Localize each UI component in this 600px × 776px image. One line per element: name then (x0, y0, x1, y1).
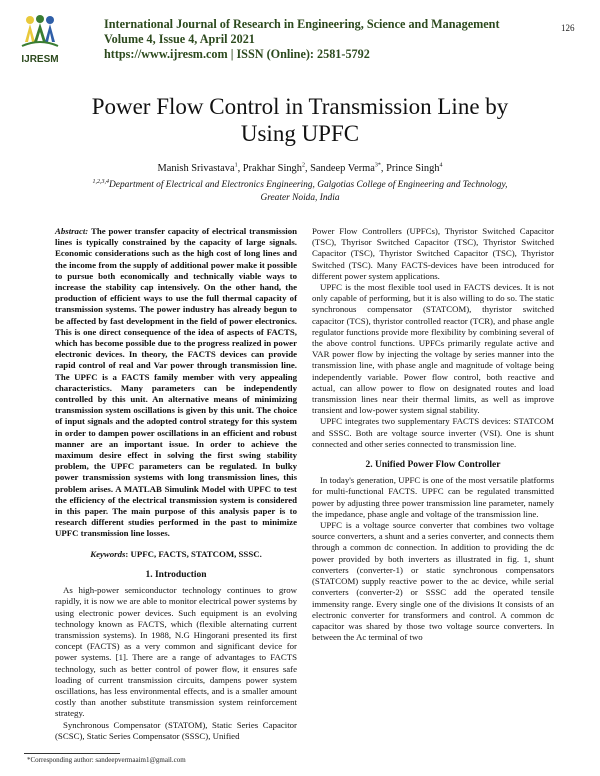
keywords-text: : UPFC, FACTS, STATCOM, SSSC. (125, 548, 262, 559)
section-heading-upfc: 2. Unified Power Flow Controller (365, 460, 501, 471)
keywords-label: Keywords (90, 548, 126, 559)
section-heading-introduction: 1. Introduction (145, 569, 207, 580)
paper-title (40, 93, 560, 147)
abstract (55, 226, 297, 540)
title-line-1: Power Flow Control in Transmission Line by (91, 94, 509, 119)
keywords (55, 549, 297, 560)
abstract-text: The power transfer capacity of electrical transmission lines is typically constrained by the capacity of large signals. Economic considerations such as the high cost of long lines and the income from the supply of additional power make it possible to pursue both economically and technically viable ways to increase the stability cap intensively. On the other hand, the production of efficient ways to use the full thermal capacity of transmission systems. The power industry has already begun to be affected by fast development in the field of power electronics. This is one direct consequence of the idea of aspects of FACTS, which has become possible due to the progress realized in power electronic devices. In theory, the FACTS devices can provide rapid control of real and Var power through transmission line. The UPFC is a FACTS family member with very appealing characteristics. Many parameters can be independently controlled by this unit. An alternative means of minimizing transmission system oscillations is given by this unit. The choice of input signals and the adopted control strategy for this system in order to dampen power oscillations in an efficient and robust manner are an important issue. In order to achieve the maximum desire effect in solving the first swing stability problem, the UPFC parameters can be regulated. In bulky power transmission systems with long transmission lines, this problem arises. A MATLAB Simulink Model with UPFC to test the efficiency of the electrical transmission system is considered in this paper. The main purpose of this analysis paper is to research different studies performed in the past to minimize UPFC transmission line losses. (55, 226, 298, 539)
page-number: 126 (561, 23, 575, 33)
journal-info (104, 17, 554, 62)
ijresm-logo-icon (18, 14, 62, 68)
author-name: Manish Srivastava (157, 163, 235, 174)
right-paragraph-3: UPFC integrates two supplementary FACTS devices: STATCOM and SSSC. Both are voltage source inverter (VSI). One is shunt connected and other series connected to transmission line. (312, 416, 554, 449)
footnote-corresponding-author[interactable]: *Corresponding author: sandeepvermaaim1@gmail.com (27, 756, 186, 764)
upfc-paragraph-1: In today's generation, UPFC is one of the most versatile platforms for multi-functional FACTS. UPFC can be regulated transmitted power by adjusting three power transmission line parameter, namely the impedance, phase angle and voltage of the transmission line. (312, 475, 554, 519)
author-name: Sandeep Verma (310, 163, 375, 174)
affiliation-sup: 1,2,3,4 (92, 178, 110, 185)
volume-issue: Volume 4, Issue 4, April 2021 (104, 32, 255, 46)
right-paragraph-1: Power Flow Controllers (UPFCs), Thyristor Switched Capacitor (TSC), Thyrisor Switched Capacitor (TSC), Thyristor Switched Capacitor (TSC), Thyristor Switched Capacitor (TSC), Thyristor Switched (TSC). Many FACTS-devices have been introduced for different power system applications. (312, 226, 554, 281)
title-line-2: Using UPFC (240, 121, 360, 146)
logo-figures (22, 15, 58, 46)
journal-title: International Journal of Research in Engineering, Science and Management (104, 17, 500, 31)
author-sup: 3* (374, 162, 381, 169)
logo-text: IJRESM (21, 54, 59, 65)
right-column (312, 226, 554, 643)
author-sup: 2 (301, 162, 305, 169)
journal-header (0, 0, 600, 72)
upfc-paragraph-2: UPFC is a voltage source converter that combines two voltage source converters, a shunt and a series converter, and connects them through a common dc connection. In addition to providing the dc power provided by both inverters as illustrated in fig. 1, shunt converters (converter-1) or static synchronous compensators (STATCOM) supply reactive power to the ac device, while serial converters (converter-2) or SSSC add the operated tensile immensity range. Every single one of the divisions It consists of an electronic converter for transformers and control. A common dc capacitor was shared by those two voltage source converters. In between the Ac terminal of two (312, 520, 554, 643)
affiliation-text: Department of Electrical and Electronics Engineering, Galgotias College of Engineering and Technology, Greater Noida, India (109, 180, 508, 203)
affiliation (80, 179, 520, 204)
left-column (55, 226, 297, 742)
author-name: Prince Singh (386, 163, 440, 174)
intro-paragraph-2: Synchronous Compensator (STATOM), Static Series Capacitor (SCSC), Static Series Compensator (SSSC), Unified (55, 719, 297, 741)
abstract-label: Abstract: (55, 226, 89, 236)
author-sup: 1 (234, 162, 238, 169)
footnote-divider (24, 753, 120, 754)
intro-paragraph-1: As high-power semiconductor technology continues to grow rapidly, it is now we are able to monitor electrical power systems by using electronic power devices. Such equipment is an evolving technology known as FACTS, which (flexible alternating current transmission systems). In 1988, N.G Hingorani presented its first concept (FACTS) as a very common and significant device for power systems. [1]. There are a range of advantages to FACTS technology, such as better control of power flow, it ensures safe loading of current transmission circuits, dampens power system oscillations, has less environmental effects, and is a smaller amount costly than another substitute transmission system reinforcement strategy. (55, 585, 297, 719)
author-sup: 4 (439, 162, 443, 169)
website-issn[interactable]: https://www.ijresm.com | ISSN (Online): 2581-5792 (104, 47, 370, 61)
author-list: Manish Srivastava$^1$, Prakhar Singh$^2$, Sandeep Verma$^{3*}$, Prince Singh$^4$ (157, 162, 443, 174)
right-paragraph-2: UPFC is the most flexible tool used in FACTS devices. It is not only capable of performing, but it is also willing to do so. The static synchronous compensator (STATCOM), thyristor switched capacitor (TCS), thyristor controlled reactor (TCR), and phase angle regulator functions provide more flexibility by combining several of the above control functions. UPFCs primarily regulate active and VAR power flow by injecting the voltage by series manner into the transmission line, with phase angle and magnitude of voltage being independently variable. Power flow control, both reactive and actual, can allow power to flow on designated routes and load transmission lines near their thermal limits, as well as improve transient and low-power system signal stability. (312, 282, 554, 416)
author-name: Prakhar Singh (242, 163, 302, 174)
